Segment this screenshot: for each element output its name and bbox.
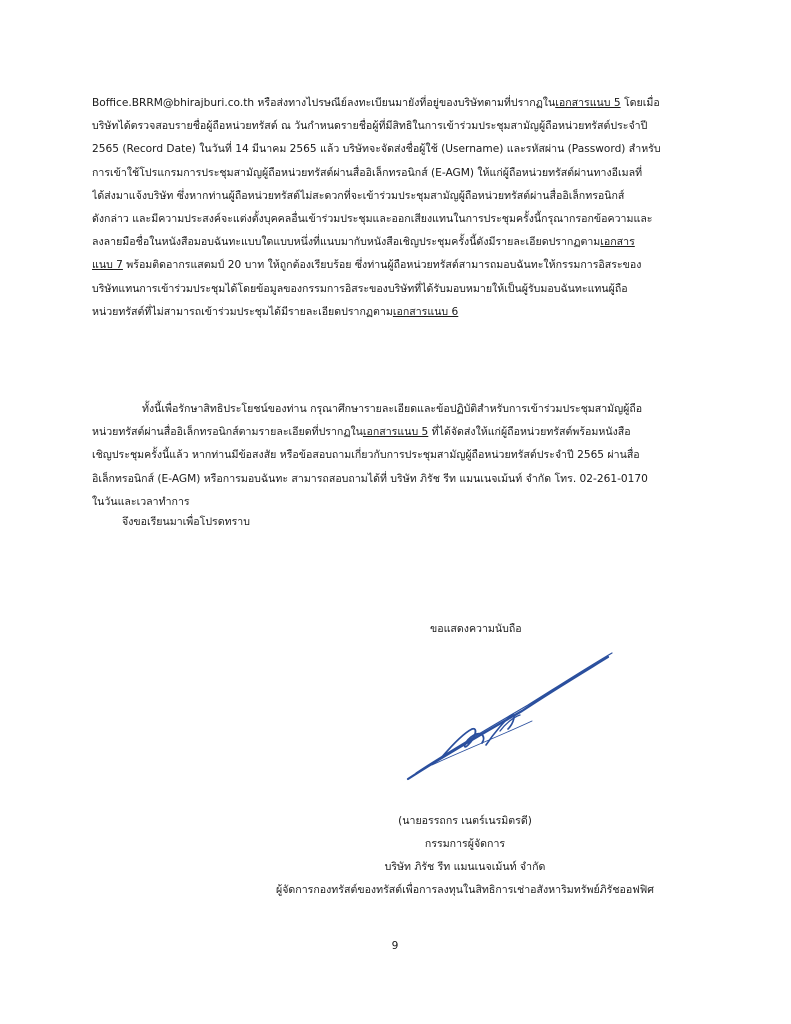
paragraph-contact [92,398,699,514]
link-attachment-7-part1[interactable]: เอกสาร [600,236,635,249]
signatory-company: บริษัท ภิรัช รีท แมนเนจเม้นท์ จำกัด [384,861,546,873]
text-line: ในวันและเวลาทำการ [92,495,190,508]
closing-line: จึงขอเรียนมาเพื่อโปรดทราบ [122,516,250,528]
text-line: เชิญประชุมครั้งนี้แล้ว หากท่านมีข้อสงสัย หรือข้อสอบถามเกี่ยวกับการประชุมสามัญผู้ถือหน่วยทรัสต์ประจำปี 2565 ผ่านสื่อ [92,449,640,462]
text-line: 2565 (Record Date) ในวันที่ 14 มีนาคม 2565 แล้ว บริษัทจะจัดส่งชื่อผู้ใช้ (Username) และรหัสผ่าน (Password) สำหรับ [92,143,661,156]
signatory-title: กรรมการผู้จัดการ [424,838,506,850]
signatory-role: ผู้จัดการกองทรัสต์ของทรัสต์เพื่อการลงทุนในสิทธิการเช่าอสังหาริมทรัพย์ภิรัชออฟฟิศ [276,884,654,896]
regards-line: ขอแสดงความนับถือ [430,623,522,635]
text-line: ลงลายมือชื่อในหนังสือมอบฉันทะแบบใดแบบหนึ่งที่แนบมากับหนังสือเชิญประชุมครั้งนี้ดังมีรายละเอียดปรากฏตามเอกสาร [92,236,635,249]
text-line: ทั้งนี้เพื่อรักษาสิทธิประโยชน์ของท่าน กรุณาศึกษารายละเอียดและข้อปฏิบัติสำหรับการเข้าร่วมประชุมสามัญผู้ถือ [142,403,643,415]
text-line: อิเล็กทรอนิกส์ (E-AGM) หรือการมอบฉันทะ สามารถสอบถามได้ที่ บริษัท ภิรัช รีท แมนเนจเม้นท์ จำกัด โทร. 02-261-0170 [92,472,648,485]
signature-image [402,645,622,785]
text-line: การเข้าใช้โปรแกรมการประชุมสามัญผู้ถือหน่วยทรัสต์ผ่านสื่ออิเล็กทรอนิกส์ (E-AGM) ให้แก่ผู้ถือหน่วยทรัสต์ผ่านทางอีเมลที่ [92,166,643,179]
link-attachment-7-part2[interactable]: แนบ 7 [92,259,123,272]
page-number: 9 [391,940,399,952]
text-line: แนบ 7 พร้อมติดอากรแสตมป์ 20 บาท ให้ถูกต้องเรียบร้อย ซึ่งท่านผู้ถือหน่วยทรัสต์สามารถมอบฉันทะให้กรรมการอิสระของ [92,259,642,272]
text-line: หน่วยทรัสต์ที่ไม่สามารถเข้าร่วมประชุมได้มีรายละเอียดปรากฏตามเอกสารแนบ 6 [92,305,459,318]
text-line: บริษัทได้ตรวจสอบรายชื่อผู้ถือหน่วยทรัสต์ ณ วันกำหนดรายชื่อผู้ที่มีสิทธิในการเข้าร่วมประชุมสามัญผู้ถือหน่วยทรัสต์ประจำปี [92,120,648,133]
link-attachment-6[interactable]: เอกสารแนบ 6 [392,305,459,318]
signatory-name: (นายอรรถกร เนตร์เนรมิตรดี) [398,815,532,827]
text-line: Boffice.BRRM@bhirajburi.co.th หรือส่งทางไปรษณีย์ลงทะเบียนมายังที่อยู่ของบริษัทตามที่ปรากฏในเอกสารแนบ 5 โดยเมื่อ [92,97,660,109]
paragraph-instructions [92,92,699,324]
link-attachment-5[interactable]: เอกสารแนบ 5 [555,97,621,109]
text-line: หน่วยทรัสต์ผ่านสื่ออิเล็กทรอนิกส์ตามรายละเอียดที่ปรากฏในเอกสารแนบ 5 ที่ได้จัดส่งให้แก่ผู้ถือหน่วยทรัสต์พร้อมหนังสือ [92,426,631,439]
link-attachment-5[interactable]: เอกสารแนบ 5 [362,426,429,439]
text-line: ได้ส่งมาแจ้งบริษัท ซึ่งหากท่านผู้ถือหน่วยทรัสต์ไม่สะดวกที่จะเข้าร่วมประชุมสามัญผู้ถือหน่วยทรัสต์ผ่านสื่ออิเล็กทรอนิกส์ [92,189,625,202]
text-line: ดังกล่าว และมีความประสงค์จะแต่งตั้งบุคคลอื่นเข้าร่วมประชุมและออกเสียงแทนในการประชุมครั้งนี้กรุณากรอกข้อความและ [92,212,653,225]
signatory-block [250,810,680,902]
text-line: บริษัทแทนการเข้าร่วมประชุมได้โดยข้อมูลของกรรมการอิสระของบริษัทที่ได้รับมอบหมายให้เป็นผู้รับมอบฉันทะแทนผู้ถือ [92,282,628,295]
